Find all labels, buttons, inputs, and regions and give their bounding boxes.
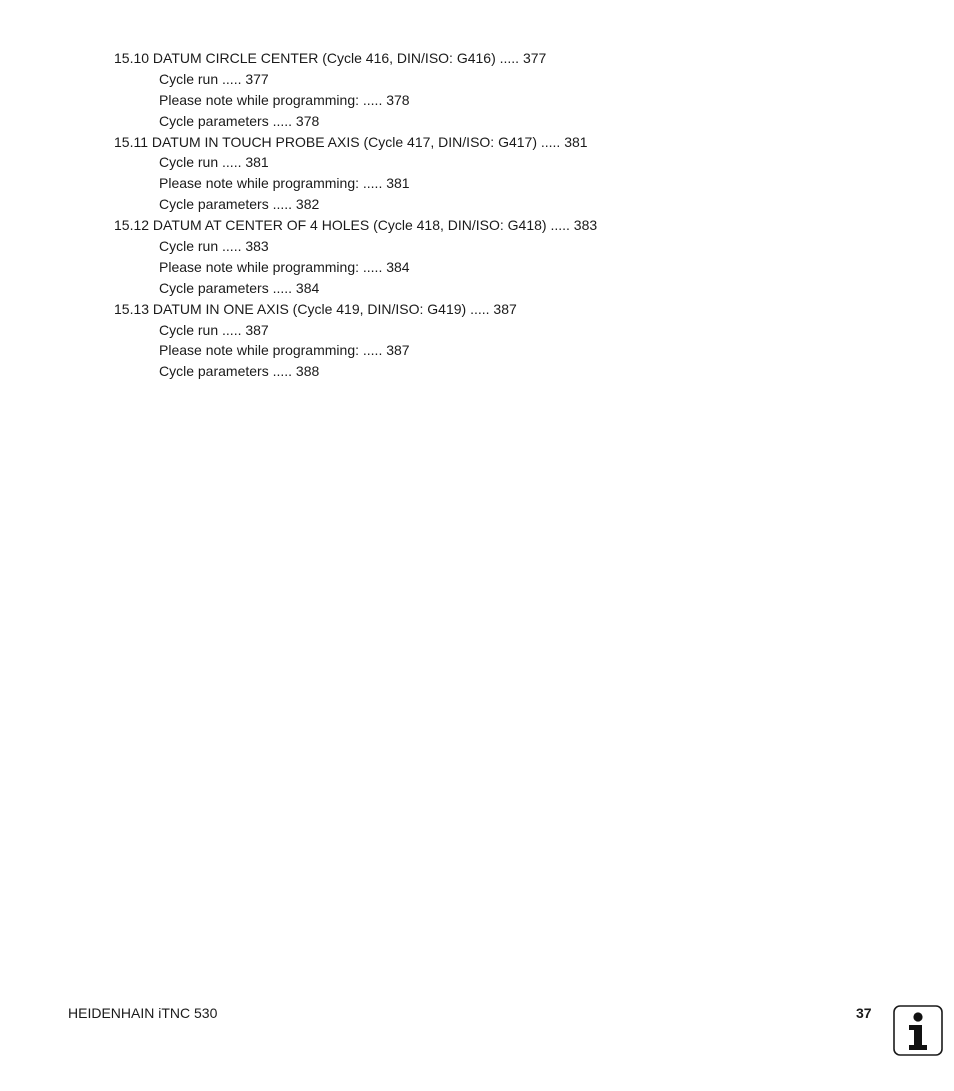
footer-document-title: HEIDENHAIN iTNC 530 <box>68 1005 218 1021</box>
toc-subentry[interactable]: Cycle run ..... 377 <box>159 70 269 87</box>
page-number: 37 <box>856 1005 872 1021</box>
toc-subentry[interactable]: Cycle parameters ..... 388 <box>159 363 320 380</box>
toc-subentry[interactable]: Please note while programming: ..... 387 <box>159 342 410 359</box>
toc-subentry[interactable]: Please note while programming: ..... 381 <box>159 175 410 192</box>
toc-section-entry[interactable]: 15.10 DATUM CIRCLE CENTER (Cycle 416, DIN/ISO: G416) ..... 377 <box>114 50 547 66</box>
toc-subentry[interactable]: Cycle run ..... 381 <box>159 154 269 171</box>
toc-subentry[interactable]: Cycle run ..... 383 <box>159 238 269 255</box>
toc-section-entry[interactable]: 15.12 DATUM AT CENTER OF 4 HOLES (Cycle 418, DIN/ISO: G418) ..... 383 <box>114 217 598 234</box>
toc-subentry[interactable]: Cycle parameters ..... 382 <box>159 196 320 213</box>
toc-subentry[interactable]: Cycle run ..... 387 <box>159 321 269 338</box>
toc-subentry[interactable]: Please note while programming: ..... 384 <box>159 258 410 275</box>
toc-subentry[interactable]: Please note while programming: ..... 378 <box>159 91 410 108</box>
toc-subentry[interactable]: Cycle parameters ..... 384 <box>159 279 320 296</box>
toc-section-entry[interactable]: 15.13 DATUM IN ONE AXIS (Cycle 419, DIN/ISO: G419) ..... 387 <box>114 300 517 317</box>
toc-subentry[interactable]: Cycle parameters ..... 378 <box>159 112 320 129</box>
table-of-contents <box>0 48 954 382</box>
info-icon <box>893 1005 943 1056</box>
toc-section-entry[interactable]: 15.11 DATUM IN TOUCH PROBE AXIS (Cycle 417, DIN/ISO: G417) ..... 381 <box>114 133 588 150</box>
